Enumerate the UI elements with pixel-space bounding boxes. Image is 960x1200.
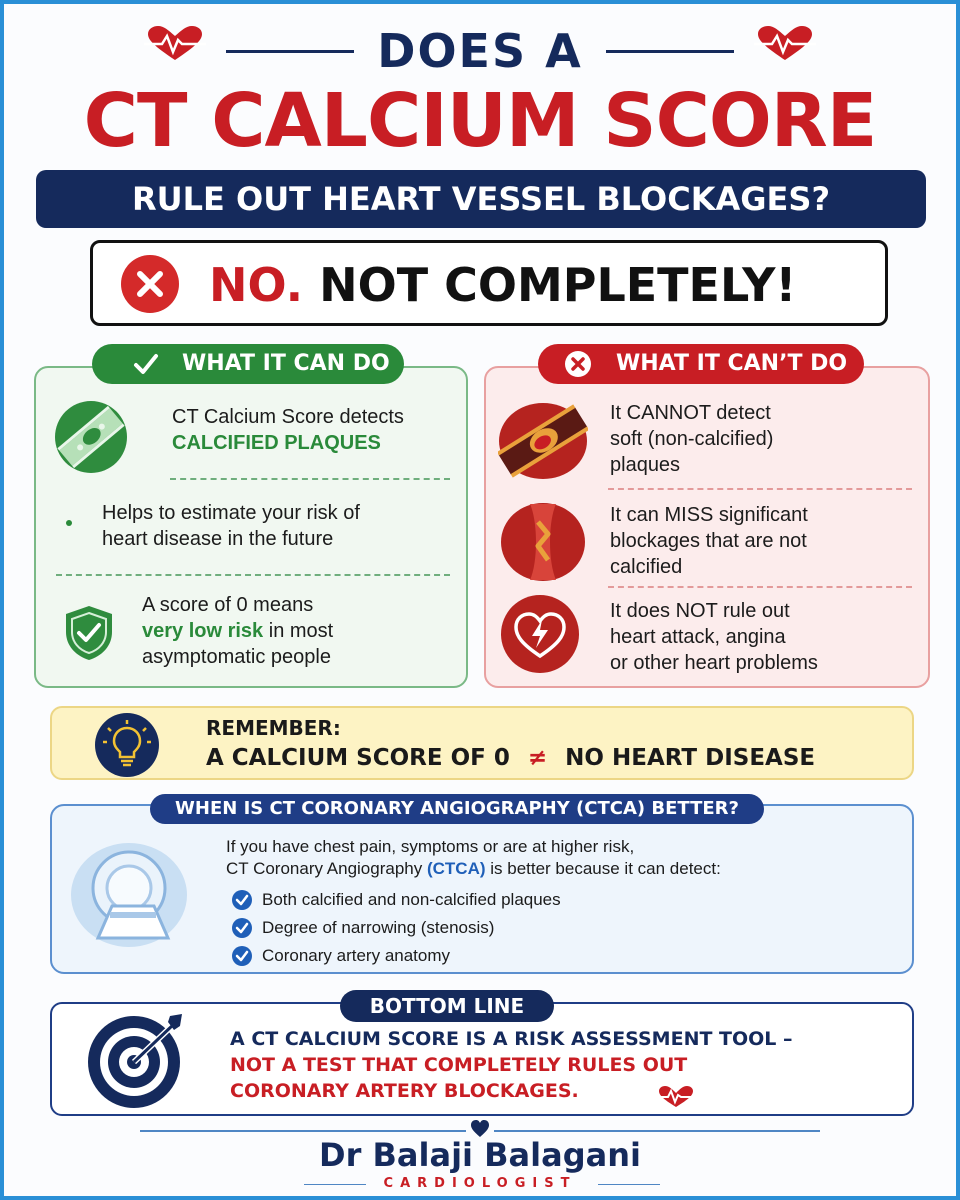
remember-statement xyxy=(206,742,815,774)
cant-do-item-3-line-3: or other heart problems xyxy=(610,652,818,674)
can-do-item-3-line-1: A score of 0 means xyxy=(142,594,314,616)
divider xyxy=(56,574,450,576)
can-do-item-1-line: CT Calcium Score detects xyxy=(172,406,404,428)
bottom-line-heading: BOTTOM LINE xyxy=(340,990,554,1022)
cant-do-item-1 xyxy=(610,400,773,478)
cant-do-item-2-line-3: calcified xyxy=(610,556,683,578)
cant-do-item-3 xyxy=(610,598,818,676)
divider xyxy=(608,586,912,588)
can-do-item-3-highlight: very low risk xyxy=(142,620,264,642)
ct-scanner-icon xyxy=(70,842,188,948)
remember-left: A CALCIUM SCORE OF 0 xyxy=(206,745,510,771)
cant-do-heading xyxy=(538,344,864,384)
signature-rule-left xyxy=(140,1130,466,1132)
soft-plaque-icon xyxy=(498,402,588,480)
infographic xyxy=(4,4,956,1196)
can-do-item-2-line-1: Helps to estimate your risk of xyxy=(102,502,360,524)
ctca-intro-1: If you have chest pain, symptoms or are at higher risk, xyxy=(226,837,635,856)
target-icon xyxy=(84,1010,188,1110)
can-do-item-3-rest: in most xyxy=(263,620,334,642)
can-do-item-3 xyxy=(142,592,333,670)
cant-do-item-3-line-2: heart attack, angina xyxy=(610,626,786,648)
remember-label: REMEMBER: xyxy=(206,716,341,740)
ctca-intro-2a: CT Coronary Angiography xyxy=(226,859,427,878)
ctca-item-2: Degree of narrowing (stenosis) xyxy=(262,918,495,937)
ctca-heading: WHEN IS CT CORONARY ANGIOGRAPHY (CTCA) BETTER? xyxy=(150,794,764,824)
shield-check-icon xyxy=(62,604,116,662)
remember-box xyxy=(50,706,914,780)
blocked-artery-icon xyxy=(500,502,586,582)
answer-rest: NOT COMPLETELY! xyxy=(319,258,797,312)
title-line-2: CT CALCIUM SCORE xyxy=(83,78,877,164)
cant-do-heading-label: WHAT IT CAN’T DO xyxy=(616,351,848,376)
answer-box xyxy=(90,240,888,326)
signature-rule-right xyxy=(494,1130,820,1132)
ctca-intro-2 xyxy=(226,858,721,880)
lightbulb-icon xyxy=(94,712,160,778)
cant-do-item-1-line-3: plaques xyxy=(610,454,681,476)
check-circle-icon xyxy=(232,946,252,966)
x-circle-icon xyxy=(564,350,592,378)
plaque-artery-icon xyxy=(54,400,128,474)
cant-do-item-1-line-1: It CANNOT detect xyxy=(610,402,771,424)
can-do-item-3-line-3: asymptomatic people xyxy=(142,646,331,668)
answer-text xyxy=(209,257,796,313)
cant-do-item-2 xyxy=(610,502,808,580)
can-do-item-2-line-2: heart disease in the future xyxy=(102,528,334,550)
cant-do-item-3-line-1: It does NOT rule out xyxy=(610,600,790,622)
bullet-dot xyxy=(66,520,72,526)
remember-right: NO HEART DISEASE xyxy=(565,745,816,771)
check-circle-icon xyxy=(232,918,252,938)
heart-bolt-icon xyxy=(500,594,580,674)
ctca-item-3: Coronary artery anatomy xyxy=(262,946,451,965)
not-equal-symbol: ≠ xyxy=(527,745,548,771)
can-do-item-1 xyxy=(172,404,404,456)
answer-no: NO. xyxy=(209,258,304,312)
check-circle-icon xyxy=(232,890,252,910)
check-icon xyxy=(132,350,160,378)
cant-do-item-2-line-2: blockages that are not xyxy=(610,530,807,552)
bottom-line-2: NOT A TEST THAT COMPLETELY RULES OUT xyxy=(230,1054,688,1076)
ctca-item-1: Both calcified and non-calcified plaques xyxy=(262,890,561,909)
author-name: Dr Balaji Balagani xyxy=(319,1136,641,1174)
cant-do-item-1-line-2: soft (non-calcified) xyxy=(610,428,774,450)
ctca-intro-2b: (CTCA) xyxy=(426,859,486,878)
bottom-line-3: CORONARY ARTERY BLOCKAGES. xyxy=(230,1080,579,1102)
can-do-item-2 xyxy=(102,500,360,552)
author-role: CARDIOLOGIST xyxy=(383,1176,577,1191)
can-do-heading-label: WHAT IT CAN DO xyxy=(182,351,390,376)
can-do-heading xyxy=(92,344,404,384)
title-line-1: DOES A xyxy=(377,24,583,78)
divider xyxy=(170,478,450,480)
cant-do-item-2-line-1: It can MISS significant xyxy=(610,504,808,526)
heart-pulse-icon xyxy=(656,1086,696,1108)
ctca-intro-2c: is better because it can detect: xyxy=(485,859,721,878)
can-do-item-3-line-2 xyxy=(142,618,333,644)
divider xyxy=(608,488,912,490)
question-banner: RULE OUT HEART VESSEL BLOCKAGES? xyxy=(36,170,926,228)
bottom-line-1: A CT CALCIUM SCORE IS A RISK ASSESSMENT TOOL – xyxy=(230,1028,793,1050)
x-circle-icon xyxy=(121,255,179,313)
can-do-item-1-highlight: CALCIFIED PLAQUES xyxy=(172,432,381,454)
